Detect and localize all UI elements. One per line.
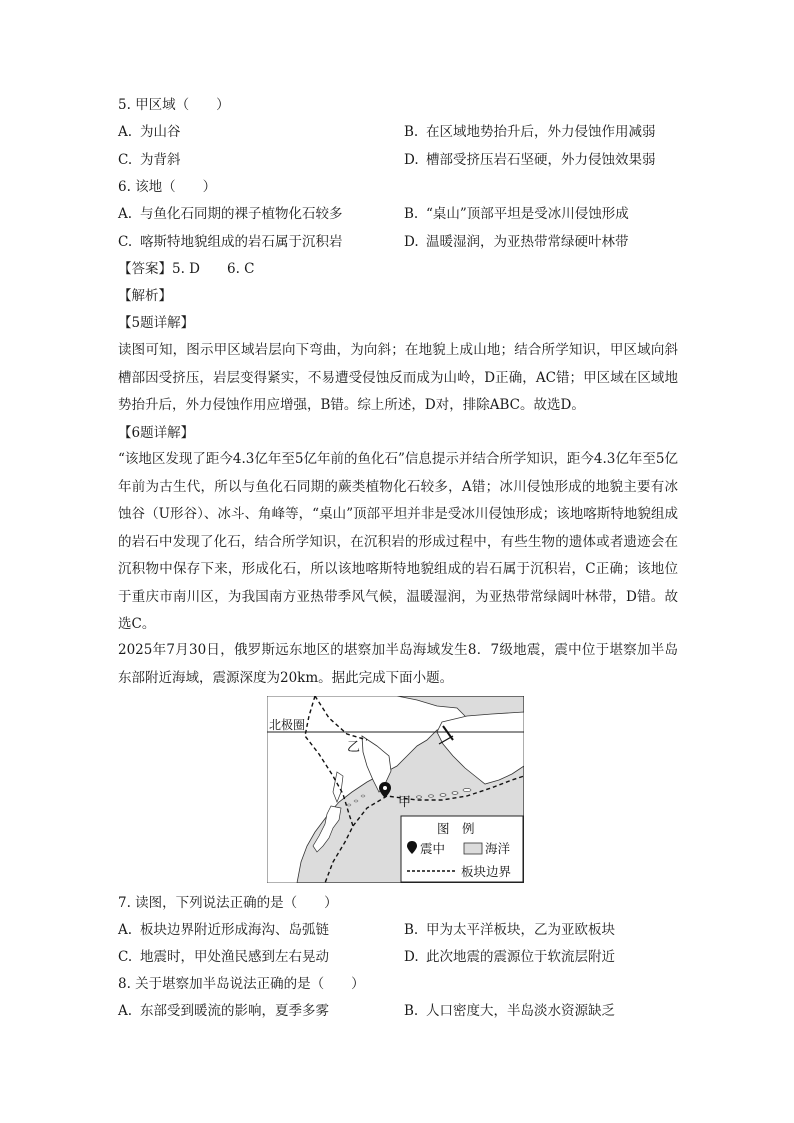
option-text: 地震时，甲处渔民感到左右晃动 bbox=[140, 949, 329, 965]
question-5-option-d[interactable] bbox=[404, 150, 656, 170]
option-letter: A. bbox=[118, 124, 133, 140]
question-6-option-c[interactable] bbox=[118, 232, 343, 252]
option-letter: D. bbox=[404, 234, 419, 250]
option-text: 东部受到暖流的影响，夏季多雾 bbox=[140, 1003, 329, 1019]
option-text: 温暖湿润，为亚热带常绿硬叶林带 bbox=[426, 234, 629, 250]
option-letter: A. bbox=[118, 1003, 133, 1019]
question-7-option-d[interactable] bbox=[404, 947, 615, 967]
option-text: 为山谷 bbox=[140, 124, 181, 140]
option-letter: C. bbox=[118, 234, 133, 250]
question-8-option-b[interactable] bbox=[404, 1001, 615, 1021]
question-6-stem: 6. 该地（ ） bbox=[118, 179, 217, 195]
q6-detail-title: 【6题详解】 bbox=[118, 425, 195, 441]
question-5-stem: 5. 甲区域（ ） bbox=[118, 97, 230, 113]
option-text: 喀斯特地貌组成的岩石属于沉积岩 bbox=[140, 234, 343, 250]
question-6-option-d[interactable] bbox=[404, 232, 629, 252]
option-letter: A. bbox=[118, 922, 133, 938]
q6-detail-text: “该地区发现了距今4.3亿年至5亿年前的鱼化石”信息提示并结合所学知识，距今4.3亿年至5亿年前为古生代，所以与鱼化石同期的蕨类植物化石较多，A错；冰川侵蚀形成的地貌主要有冰蚀谷（U形谷）、冰斗、角峰等，“桌山”顶部平坦并非是受冰川侵蚀形成；该地喀斯特地貌组成的岩石中发现了化石，结合所学知识，在沉积岩的形成过程中，有些生物的遗体或者遗迹会在沉积物中保存下来，形成化石，所以该地喀斯特地貌组成的岩石属于沉积岩，C正确；该地位于重庆市南川区，为我国南方亚热带季风气候，温暖湿润，为亚热带常绿阔叶林带，D错。故选C。 bbox=[118, 451, 678, 632]
option-letter: A. bbox=[118, 206, 133, 222]
question-8-option-a[interactable] bbox=[118, 1001, 329, 1021]
arctic-circle-label: 北极圈 bbox=[269, 718, 306, 732]
option-text: 此次地震的震源位于软流层附近 bbox=[426, 949, 615, 965]
q5-detail-title: 【5题详解】 bbox=[118, 315, 195, 331]
plate-yi-label: 乙 bbox=[347, 740, 361, 755]
option-text: 槽部受挤压岩石坚硬，外力侵蚀效果弱 bbox=[426, 152, 656, 168]
option-text: 人口密度大，半岛淡水资源缺乏 bbox=[426, 1003, 615, 1019]
legend-ocean-label: 海洋 bbox=[485, 841, 511, 856]
option-text: 与鱼化石同期的裸子植物化石较多 bbox=[140, 206, 343, 222]
option-text: 在区域地势抬升后，外力侵蚀作用减弱 bbox=[426, 124, 656, 140]
answer-line: 【答案】5. D 6. C bbox=[118, 261, 255, 277]
question-7-stem: 7. 读图，下列说法正确的是（ ） bbox=[118, 895, 338, 911]
plate-jia-label: 甲 bbox=[398, 795, 412, 810]
option-text: “桌山”顶部平坦是受冰川侵蚀形成 bbox=[426, 206, 629, 222]
question-6-option-b[interactable] bbox=[404, 204, 629, 224]
option-text: 板块边界附近形成海沟、岛弧链 bbox=[140, 922, 329, 938]
legend-ocean-swatch bbox=[464, 843, 482, 854]
question-5-option-a[interactable] bbox=[118, 122, 181, 142]
analysis-title: 【解析】 bbox=[118, 288, 172, 304]
legend-epicenter-label: 震中 bbox=[420, 841, 446, 856]
question-7-option-c[interactable] bbox=[118, 947, 329, 967]
question-5-option-b[interactable] bbox=[404, 122, 656, 142]
question-6-option-a[interactable] bbox=[118, 204, 343, 224]
option-text: 甲为太平洋板块，乙为亚欧板块 bbox=[426, 922, 615, 938]
map-legend bbox=[401, 816, 523, 882]
option-letter: C. bbox=[118, 152, 133, 168]
question-7-option-a[interactable] bbox=[118, 920, 329, 940]
option-letter: C. bbox=[118, 949, 133, 965]
option-letter: B. bbox=[404, 124, 419, 140]
legend-boundary-label: 板块边界 bbox=[461, 864, 512, 879]
option-letter: B. bbox=[404, 1003, 419, 1019]
q5-detail-text: 读图可知，图示甲区域岩层向下弯曲，为向斜；在地貌上成山地；结合所学知识，甲区域向斜槽部因受挤压，岩层变得紧实，不易遭受侵蚀反而成为山岭，D正确，AC错；甲区域在区域地势抬升后，外力侵蚀作用应增强，B错。综上所述，D对，排除ABC。故选D。 bbox=[118, 342, 678, 413]
option-letter: B. bbox=[404, 922, 419, 938]
option-letter: B. bbox=[404, 206, 419, 222]
kamchatka-map bbox=[267, 696, 524, 883]
quake-intro-text: 2025年7月30日，俄罗斯远东地区的堪察加半岛海域发生8．7级地震，震中位于堪察加半岛东部附近海域，震源深度为20km。据此完成下面小题。 bbox=[118, 642, 678, 686]
option-text: 为背斜 bbox=[140, 152, 181, 168]
question-5-option-c[interactable] bbox=[118, 150, 181, 170]
question-8-stem: 8. 关于堪察加半岛说法正确的是（ ） bbox=[118, 976, 365, 992]
legend-title: 图 例 bbox=[437, 821, 475, 836]
option-letter: D. bbox=[404, 949, 419, 965]
question-7-option-b[interactable] bbox=[404, 920, 615, 940]
option-letter: D. bbox=[404, 152, 419, 168]
